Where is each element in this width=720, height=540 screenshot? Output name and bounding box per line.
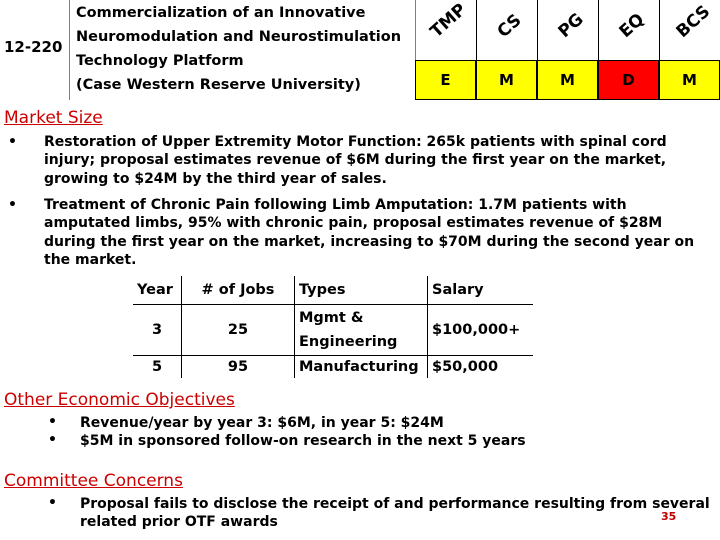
table-row <box>133 356 533 379</box>
header-jobs: # of Jobs <box>182 276 295 305</box>
column-header-bcs <box>659 0 720 60</box>
cell-types: Mgmt & Engineering <box>295 305 428 356</box>
table-header-row <box>133 276 533 305</box>
column-header-eq <box>598 0 659 60</box>
market-size-heading: Market Size <box>4 108 103 128</box>
project-header <box>0 0 720 100</box>
rating-cs: M <box>476 60 537 100</box>
bullet-marker: • <box>48 495 57 511</box>
rating-bcs: M <box>659 60 720 100</box>
column-label-pg: PG <box>554 9 588 42</box>
project-title-cell <box>70 0 415 100</box>
project-title-line-1: Commercialization of an Innovative <box>76 5 366 21</box>
objectives-bullet-1: Revenue/year by year 3: $6M, in year 5: $24M <box>80 415 444 431</box>
objectives-bullet-2: $5M in sponsored follow-on research in the next 5 years <box>80 433 526 449</box>
project-title-line-3: Technology Platform <box>76 53 244 69</box>
rating-eq: D <box>598 60 659 100</box>
page-number: 35 <box>661 510 677 523</box>
cell-jobs: 25 <box>182 305 295 356</box>
concerns-heading: Committee Concerns <box>4 471 183 491</box>
table-row <box>133 305 533 356</box>
cell-salary: $100,000+ <box>428 305 534 356</box>
column-label-eq: EQ <box>615 9 649 43</box>
column-label-bcs: BCS <box>672 1 715 43</box>
header-year: Year <box>133 276 182 305</box>
rating-pg: M <box>537 60 598 100</box>
bullet-marker: • <box>48 432 57 448</box>
market-size-bullet-2: Treatment of Chronic Pain following Limb Amputation: 1.7M patients with amputated limbs, 95% with chronic pain, proposal estimates revenue of $28M during the first year on the market, increasing to $70M during the second year on the market. <box>44 197 695 268</box>
jobs-table <box>133 276 533 378</box>
project-title-line-2: Neuromodulation and Neurostimulation <box>76 29 402 45</box>
rating-tmp: E <box>415 60 476 100</box>
cell-year: 5 <box>133 356 182 379</box>
cell-salary: $50,000 <box>432 359 499 375</box>
header-types: Types <box>295 276 428 305</box>
cell-jobs: 95 <box>182 356 295 379</box>
column-header-pg <box>537 0 598 60</box>
header-salary: Salary <box>428 276 534 305</box>
market-size-bullet-1: Restoration of Upper Extremity Motor Function: 265k patients with spinal cord injury; proposal estimates revenue of $6M during the first year on the market, growing to $24M by the third year of sales. <box>44 134 667 187</box>
bullet-marker: • <box>48 414 57 430</box>
cell-year: 3 <box>133 305 182 356</box>
cell-types: Manufacturing <box>295 356 428 379</box>
project-id: 12-220 <box>4 38 63 56</box>
column-header-cs <box>476 0 537 60</box>
bullet-marker: • <box>8 134 17 150</box>
column-label-cs: CS <box>493 10 526 43</box>
other-objectives-heading: Other Economic Objectives <box>4 390 235 410</box>
project-title-line-4: (Case Western Reserve University) <box>76 77 361 93</box>
concerns-bullet-1: Proposal fails to disclose the receipt of and performance resulting from several related prior OTF awards <box>80 496 710 531</box>
bullet-marker: • <box>8 197 17 213</box>
column-header-tmp <box>415 0 476 60</box>
project-id-cell <box>0 0 70 100</box>
column-label-tmp: TMP <box>426 0 471 43</box>
